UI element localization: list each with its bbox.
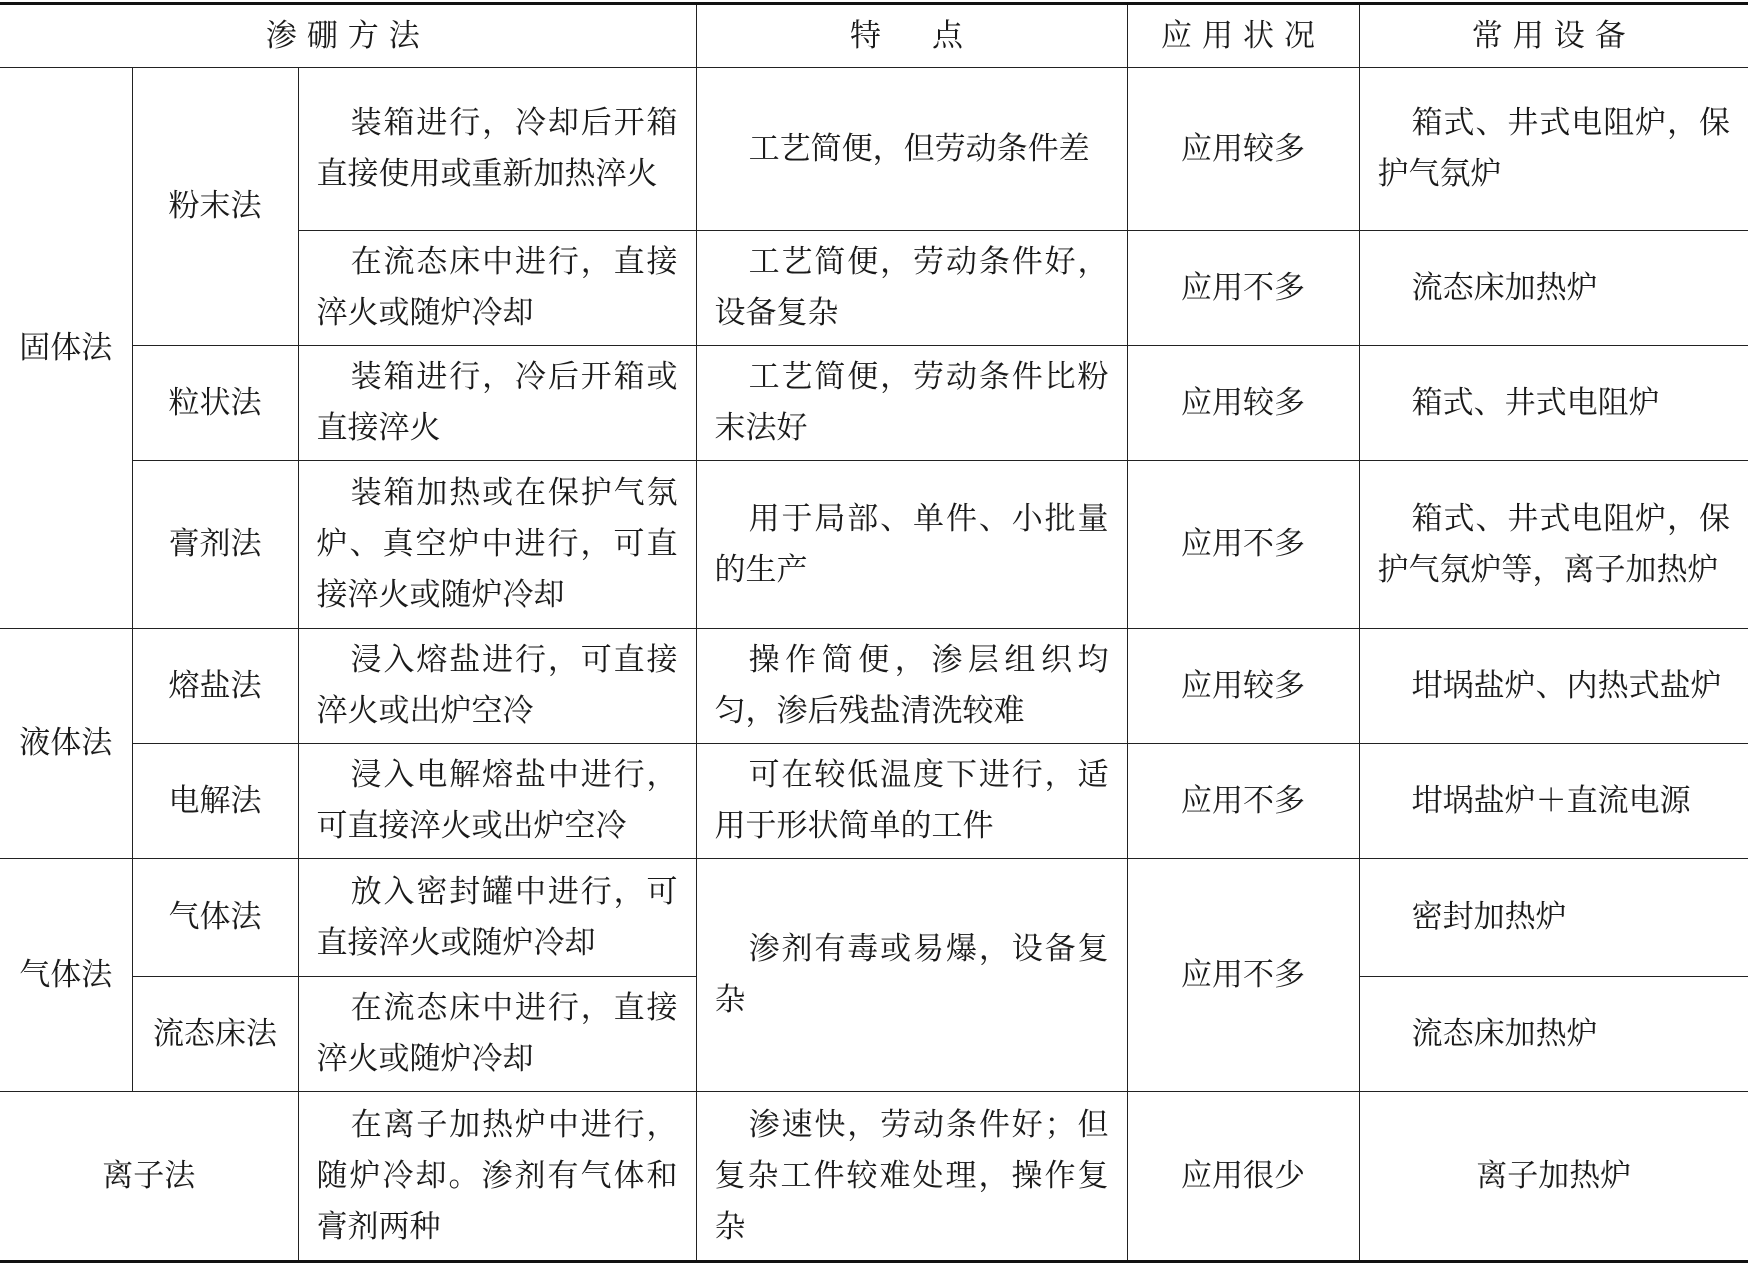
method-paste: 膏剂法 [132, 461, 298, 629]
table-row [0, 346, 1748, 461]
process-cell: 在流态床中进行，直接淬火或随炉冷却 [298, 977, 696, 1092]
feature-cell: 渗速快，劳动条件好；但复杂工件较难处理，操作复杂 [696, 1092, 1127, 1262]
status-cell: 应用不多 [1127, 859, 1359, 1092]
method-powder: 粉末法 [132, 68, 298, 346]
table-row [0, 859, 1748, 977]
feature-cell: 可在较低温度下进行，适用于形状简单的工件 [696, 744, 1127, 859]
header-equipment: 常用设备 [1359, 4, 1748, 68]
group-gas: 气体法 [0, 859, 132, 1092]
process-cell: 浸入电解熔盐中进行，可直接淬火或出炉空冷 [298, 744, 696, 859]
equipment-cell: 流态床加热炉 [1359, 977, 1748, 1092]
table-row [0, 629, 1748, 744]
boronizing-methods-table [0, 2, 1748, 1263]
status-cell: 应用不多 [1127, 744, 1359, 859]
process-cell: 在离子加热炉中进行，随炉冷却。渗剂有气体和膏剂两种 [298, 1092, 696, 1262]
method-electrolysis: 电解法 [132, 744, 298, 859]
status-cell: 应用较多 [1127, 68, 1359, 231]
group-liquid: 液体法 [0, 629, 132, 859]
equipment-cell: 箱式、井式电阻炉，保护气氛炉 [1359, 68, 1748, 231]
group-solid: 固体法 [0, 68, 132, 629]
equipment-cell: 离子加热炉 [1359, 1092, 1748, 1262]
method-granular: 粒状法 [132, 346, 298, 461]
header-row [0, 4, 1748, 68]
header-feature: 特 点 [696, 4, 1127, 68]
status-cell: 应用很少 [1127, 1092, 1359, 1262]
feature-cell: 工艺简便，劳动条件好，设备复杂 [696, 231, 1127, 346]
status-cell: 应用较多 [1127, 629, 1359, 744]
status-cell: 应用不多 [1127, 231, 1359, 346]
group-ion: 离子法 [0, 1092, 298, 1262]
process-cell: 装箱进行，冷后开箱或直接淬火 [298, 346, 696, 461]
feature-cell: 操作简便，渗层组织均匀，渗后残盐清洗较难 [696, 629, 1127, 744]
table-row [0, 744, 1748, 859]
equipment-cell: 坩埚盐炉、内热式盐炉 [1359, 629, 1748, 744]
equipment-cell: 箱式、井式电阻炉，保护气氛炉等，离子加热炉 [1359, 461, 1748, 629]
feature-cell: 渗剂有毒或易爆，设备复杂 [696, 859, 1127, 1092]
table-row [0, 68, 1748, 231]
method-gas: 气体法 [132, 859, 298, 977]
process-cell: 装箱加热或在保护气氛炉、真空炉中进行，可直接淬火或随炉冷却 [298, 461, 696, 629]
process-cell: 放入密封罐中进行，可直接淬火或随炉冷却 [298, 859, 696, 977]
process-cell: 装箱进行，冷却后开箱直接使用或重新加热淬火 [298, 68, 696, 231]
process-cell: 在流态床中进行，直接淬火或随炉冷却 [298, 231, 696, 346]
process-cell: 浸入熔盐进行，可直接淬火或出炉空冷 [298, 629, 696, 744]
table-row [0, 1092, 1748, 1262]
feature-cell: 用于局部、单件、小批量的生产 [696, 461, 1127, 629]
equipment-cell: 坩埚盐炉＋直流电源 [1359, 744, 1748, 859]
table-row [0, 461, 1748, 629]
equipment-cell: 流态床加热炉 [1359, 231, 1748, 346]
status-cell: 应用不多 [1127, 461, 1359, 629]
equipment-cell: 密封加热炉 [1359, 859, 1748, 977]
method-fluidized-bed: 流态床法 [132, 977, 298, 1092]
status-cell: 应用较多 [1127, 346, 1359, 461]
header-method: 渗硼方法 [0, 4, 696, 68]
feature-cell: 工艺简便，劳动条件比粉末法好 [696, 346, 1127, 461]
header-status: 应用状况 [1127, 4, 1359, 68]
feature-cell: 工艺简便，但劳动条件差 [696, 68, 1127, 231]
equipment-cell: 箱式、井式电阻炉 [1359, 346, 1748, 461]
method-molten-salt: 熔盐法 [132, 629, 298, 744]
